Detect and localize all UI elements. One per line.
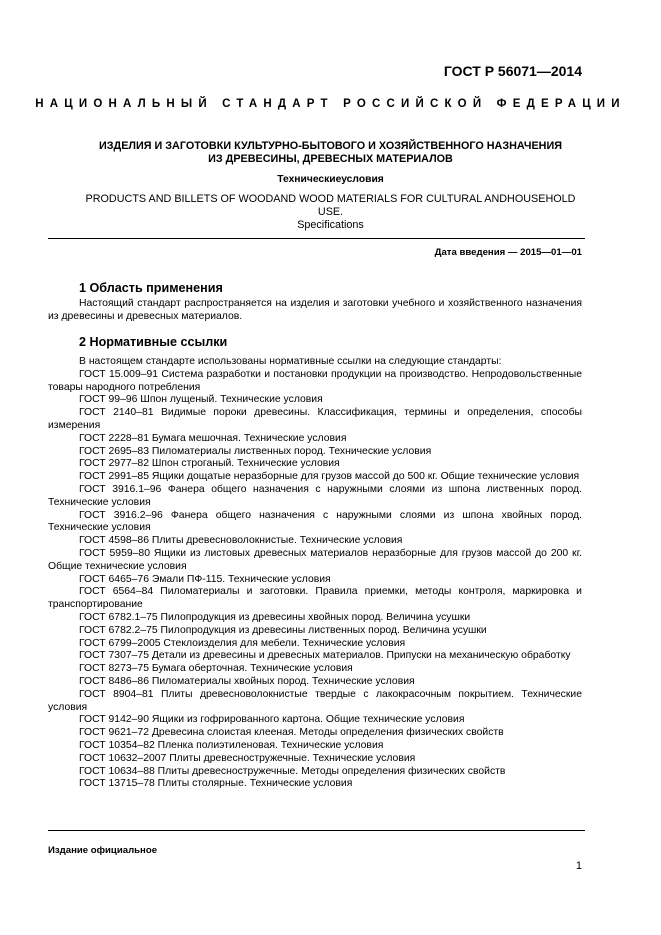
reference-item: ГОСТ 6564–84 Пиломатериалы и заготовки. Правила приемки, методы контроля, маркировка и транспортирование bbox=[48, 586, 582, 611]
reference-item: ГОСТ 3916.1–96 Фанера общего назначения с наружными слоями из шпона лиственных пород. Технические условия bbox=[48, 483, 582, 508]
gost-number: ГОСТ Р 56071—2014 bbox=[443, 63, 582, 79]
reference-item: ГОСТ 10634–88 Плиты древесностружечные. Методы определения физических свойств bbox=[79, 765, 506, 777]
document-title-en bbox=[50, 193, 611, 231]
reference-item: ГОСТ 99–96 Шпон лущеный. Технические условия bbox=[79, 394, 323, 406]
reference-item: ГОСТ 7307–75 Детали из древесины и древесных материалов. Припуски на механическую обработку bbox=[79, 650, 571, 662]
reference-item: ГОСТ 2977–82 Шпон строганый. Технические условия bbox=[79, 458, 340, 470]
official-edition-label: Издание официальное bbox=[48, 845, 158, 856]
section-2-heading: 2 Нормативные ссылки bbox=[79, 335, 228, 349]
subtitle-ru: Техническиеусловия bbox=[277, 174, 384, 185]
reference-item: ГОСТ 6782.2–75 Пилопродукция из древесины лиственных пород. Величина усушки bbox=[79, 624, 487, 636]
page-number: 1 bbox=[575, 860, 582, 872]
references-list bbox=[48, 356, 582, 791]
subtitle-en: Specifications bbox=[297, 218, 364, 231]
title-en-line-1: PRODUCTS AND BILLETS OF WOODAND WOOD MATERIALS FOR CULTURAL ANDHOUSEHOLD bbox=[85, 193, 576, 205]
reference-item: ГОСТ 8273–75 Бумага оберточная. Технические условия bbox=[79, 663, 353, 675]
section-1-text: Настоящий стандарт распространяется на изделия и заготовки учебного и хозяйственного назначения из древесины и древесных материалов. bbox=[48, 298, 582, 322]
title-ru-line-2: ИЗ ДРЕВЕСИНЫ, ДРЕВЕСНЫХ МАТЕРИАЛОВ bbox=[208, 153, 453, 165]
section-1-body bbox=[48, 298, 582, 324]
document-title-ru bbox=[60, 140, 601, 166]
reference-item: ГОСТ 6799–2005 Стеклоизделия для мебели. Технические условия bbox=[79, 637, 406, 649]
reference-item: ГОСТ 4598–86 Плиты древесноволокнистые. Технические условия bbox=[79, 535, 403, 547]
reference-item: ГОСТ 9142–90 Ящики из гофрированного картона. Общие технические условия bbox=[79, 714, 465, 726]
title-en-line-2: USE. bbox=[317, 205, 344, 218]
reference-item: ГОСТ 2695–83 Пиломатериалы лиственных пород. Технические условия bbox=[79, 445, 432, 457]
introduction-date: Дата введения — 2015—01—01 bbox=[434, 247, 582, 258]
title-divider bbox=[48, 238, 585, 239]
reference-item: ГОСТ 3916.2–96 Фанера общего назначения с наружными слоями из шпона хвойных пород. Технические условия bbox=[48, 509, 582, 534]
reference-item: ГОСТ 10354–82 Пленка полиэтиленовая. Технические условия bbox=[79, 739, 384, 751]
reference-item: ГОСТ 8904–81 Плиты древесноволокнистые твердые с лакокрасочным покрытием. Технические условия bbox=[48, 688, 582, 713]
reference-item: ГОСТ 2140–81 Видимые пороки древесины. Классификация, термины и определения, способы измерения bbox=[48, 407, 582, 431]
reference-item: ГОСТ 9621–72 Древесина слоистая клееная. Методы определения физических свойств bbox=[79, 727, 504, 739]
footer-divider bbox=[48, 830, 585, 831]
section-1-heading: 1 Область применения bbox=[79, 281, 223, 295]
reference-item: ГОСТ 15.009–91 Система разработки и постановки продукции на производство. Непродовольственные товары народного потребления bbox=[48, 368, 582, 393]
reference-item: ГОСТ 10632–2007 Плиты древесностружечные. Технические условия bbox=[79, 752, 416, 764]
reference-item: ГОСТ 5959–80 Ящики из листовых древесных материалов неразборные для грузов массой до 200 кг. Общие технические условия bbox=[48, 547, 582, 572]
reference-item: ГОСТ 13715–78 Плиты столярные. Технические условия bbox=[79, 778, 353, 790]
reference-item: ГОСТ 6782.1–75 Пилопродукция из древесины хвойных пород. Величина усушки bbox=[79, 611, 471, 623]
references-intro: В настоящем стандарте использованы нормативные ссылки на следующие стандарты: bbox=[79, 356, 502, 367]
reference-item: ГОСТ 6465–76 Эмали ПФ-115. Технические условия bbox=[79, 573, 331, 585]
reference-item: ГОСТ 2991–85 Ящики дощатые неразборные для грузов массой до 500 кг. Общие технические условия bbox=[79, 471, 580, 483]
title-ru-line-1: ИЗДЕЛИЯ И ЗАГОТОВКИ КУЛЬТУРНО-БЫТОВОГО И ХОЗЯЙСТВЕННОГО НАЗНАЧЕНИЯ bbox=[99, 140, 562, 152]
reference-item: ГОСТ 8486–86 Пиломатериалы хвойных пород. Технические условия bbox=[79, 675, 415, 687]
national-standard-heading: НАЦИОНАЛЬНЫЙ СТАНДАРТ РОССИЙСКОЙ ФЕДЕРАЦИИ bbox=[35, 98, 626, 110]
reference-item: ГОСТ 2228–81 Бумага мешочная. Технические условия bbox=[79, 432, 347, 444]
